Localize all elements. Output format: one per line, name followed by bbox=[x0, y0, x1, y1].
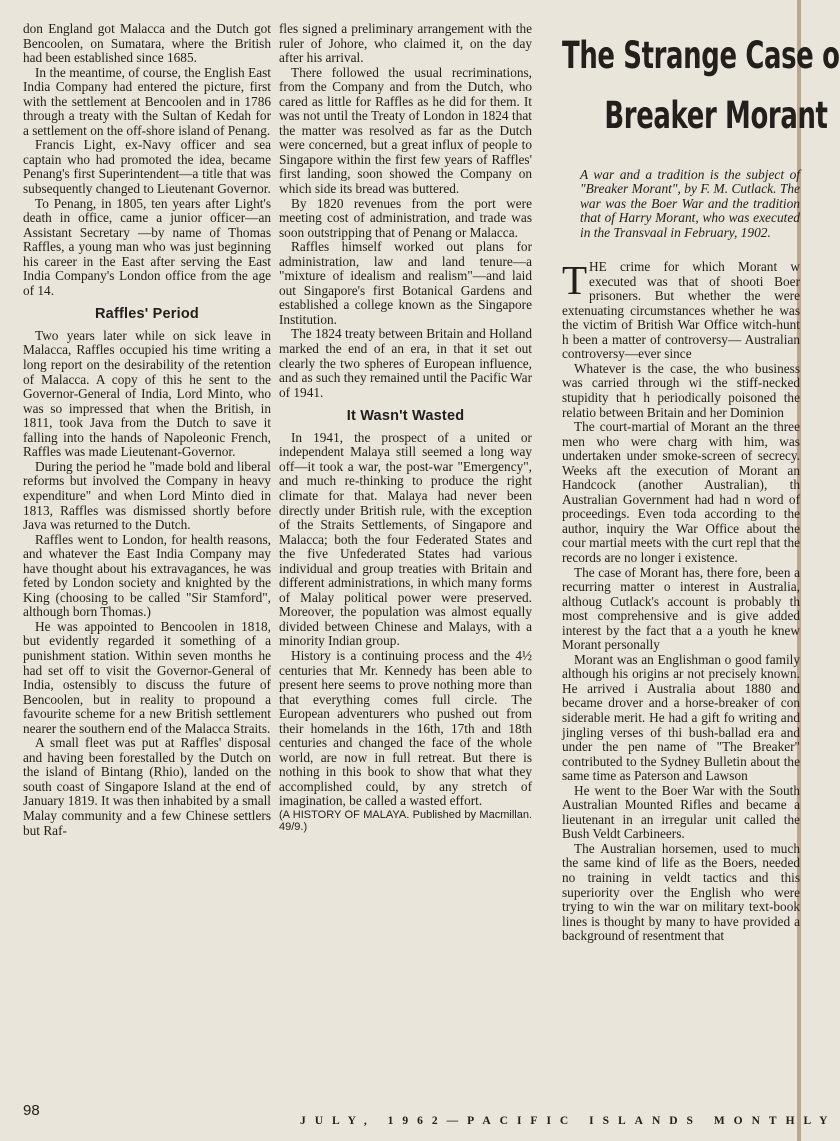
paragraph: Two years later while on sick leave in Malacca, Raffles occupied his time writing a long report on the desirability of the retention of Malacca. A copy of this he sent to the Governor-General of India, Lord Minto, who was so impressed that when the British, in 1811, took Java from the Dutch to save it falling into the hands of Napoleonic French, Raffles was made Lieutenant-Governor. bbox=[23, 327, 271, 460]
paragraph: By 1820 revenues from the port were meeting cost of administration, and trade was soon outstripping that of Penang or Malacca. bbox=[279, 195, 532, 240]
paragraph: Whatever is the case, the who business was carried through wi the stiff-necked stupidity that h periodically poisoned the relatio between Britain and her Dominion bbox=[562, 360, 800, 420]
paragraph: The court-martial of Morant an the three men who were charg with him, was undertaken under smoke-screen of secrecy. Weeks aft the execution of Morant an Handcock (another Australian), th Australian Government had had n word of proceedings. Even toda according to the author, inquiry the War Office about the cour martial meets with the curt repl that the records are no longer i existence. bbox=[562, 419, 800, 565]
drop-cap: T bbox=[562, 257, 588, 304]
column-right bbox=[562, 22, 840, 1092]
paragraph-text: HE crime for which Morant w executed was that of shooti Boer prisoners. But whether the were extenuating circumstances whether he was the victim of British War Office witch-hunt h been a matter of controversy— Australian controversy—ever since bbox=[562, 259, 800, 362]
paragraph: The case of Morant has, there fore, been a recurring matter o interest in Australia, althoug Cutlack's account is probably th most comprehensive and is give added interest by the fact that a a youth he knew Morant personally bbox=[562, 564, 800, 653]
paragraph: Raffles himself worked out plans for administration, law and land tenure—a "mixture of idealism and realism"—and laid out Singapore's first Botanical Gardens and established a college known as the Singapore Institution. bbox=[279, 239, 532, 327]
section-heading: It Wasn't Wasted bbox=[346, 408, 465, 425]
paragraph: Morant was an Englishman o good family although his origins ar not precisely known. He arrived i Australia about 1880 and became drover and a horse-breaker of con siderable merit. He had a gift fo writing and jingling verses of thi bush-ballad era and under the pen name of "The Breaker" contributed to the Sydney Bulletin about the same time as Paterson and Lawson bbox=[562, 651, 800, 784]
paragraph: In the meantime, of course, the English East India Company had entered the picture, first with the settlement at Bencoolen and in 1786 through a treaty with the Sultan of Kedah for a settlement on the off-shore island of Penang. bbox=[23, 64, 271, 138]
paragraph: The Australian horsemen, used to much the same kind of life as the Boers, needed no training in veldt tactics and this superiority over the English who were trying to win the war on military text-book lines is thought by many to have provided a background of resentment that bbox=[562, 840, 800, 944]
paragraph: A small fleet was put at Raffles' disposal and having been forestalled by the Dutch on the island of Bintang (Rhio), landed on the south coast of Singapore Island at the end of January 1819. It was then inhabited by a small Malay community and a few Chinese settlers but Raf- bbox=[23, 735, 271, 838]
paragraph: Raffles went to London, for health reasons, and whatever the East India Company may have thought about his extravagances, he was feted by London society and knighted by the King (choosing to be called "Sir Stamford", although born Thomas.) bbox=[23, 531, 271, 620]
paragraph: He went to the Boer War with the South Australian Mounted Rifles and became a lieutenant in an irregular unit called the Bush Veldt Carbineers. bbox=[562, 782, 800, 842]
paragraph: don England got Malacca and the Dutch got Bencoolen, on Sumatara, where the British had been established since 1685. bbox=[23, 21, 271, 66]
article-title-line-1: The Strange Case o bbox=[562, 34, 840, 77]
paragraph bbox=[562, 257, 800, 362]
paragraph: There followed the usual recriminations, from the Company and from the Dutch, who cared as little for Raffles as he did for them. It was not until the Treaty of London in 1824 that the matter was resolved as far as the Dutch were concerned, but a great influx of people to Singapore within the first few years of Raffles' first landing, soon showed the Company on which side its bread was buttered. bbox=[279, 64, 532, 197]
book-citation: (A HISTORY OF MALAYA. Published by Macmillan. 49/9.) bbox=[279, 808, 532, 833]
paragraph: fles signed a preliminary arrangement with the ruler of Johore, who claimed it, on the day after his arrival. bbox=[279, 21, 532, 66]
column-left bbox=[23, 21, 271, 838]
paragraph: Francis Light, ex-Navy officer and sea captain who had promoted the idea, became Penang's first Superintendent—a title that was subsequently changed to Lieutenant Governor. bbox=[23, 137, 271, 197]
running-footer: JULY, 1962—PACIFIC ISLANDS MONTHLY bbox=[300, 1115, 837, 1127]
paragraph: The 1824 treaty between Britain and Holland marked the end of an era, in that it set out clearly the two spheres of European influence, and as such they remained until the Pacific War of 1941. bbox=[279, 326, 532, 400]
paragraph: History is a continuing process and the 4½ centuries that Mr. Kennedy has been able to present here seems to prove nothing more than that everything comes full circle. The European adventurers who pushed out from their homelands in the 16th, 17th and 18th centuries and changed the face of the whole world, are now in full retreat. But there is nothing in this book to show that what they accomplished could, by any stretch of imagination, be called a wasted effort. bbox=[279, 647, 532, 809]
article-title-line-2: Breaker Morant bbox=[604, 94, 828, 137]
paragraph: In 1941, the prospect of a united or independent Malaya still seemed a long way off—it took a war, the post-war "Emergency", and much re-thinking to produce the right climate for that. Malaya had never been directly under British rule, with the exception of the Straits Settlements, of Singapore and Malacca; both the four Federated States and the five Unfederated States had various individual and group treaties with Britain and different administrations, in which many forms of Malay political power were preserved. Moreover, the population was almost equally divided between Chinese and Malays, with a minority Indian group. bbox=[279, 429, 532, 649]
paragraph: He was appointed to Bencoolen in 1818, but evidently regarded it something of a punishment station. Within seven months he had set off to visit the Governor-General of India, ostensibly to discuss the future of Bencoolen, but in reality to propound a favourite scheme for a new British settlement nearer the southern end of the Malacca Straits. bbox=[23, 618, 271, 736]
article-intro: A war and a tradition is the subject of "Breaker Morant", by F. M. Cutlack. The war was the Boer War and the tradition that of Harry Morant, who was executed in the Transvaal in February, 1902. bbox=[580, 167, 800, 240]
paragraph: During the period he "made bold and liberal reforms but involved the Company in heavy expenditure" and when Lord Minto died in 1813, Raffles was dismissed shortly before Java was returned to the Dutch. bbox=[23, 458, 271, 533]
section-heading: Raffles' Period bbox=[95, 306, 199, 323]
page-number: 98 bbox=[23, 1102, 40, 1119]
paragraph: To Penang, in 1805, ten years after Light's death in office, came a junior officer—an Assistant Secretary —by name of Thomas Raffles, a young man who was just beginning his career in the East after serving the East India Company's London office from the age of 14. bbox=[23, 195, 271, 298]
column-middle bbox=[279, 21, 532, 833]
